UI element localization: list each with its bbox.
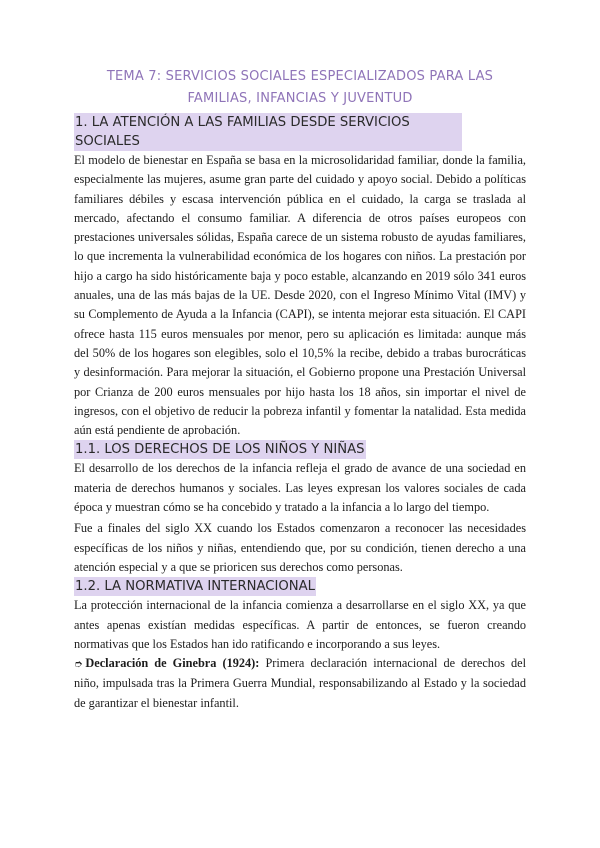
- section-1-paragraph: El modelo de bienestar en España se basa en la microsolidaridad familiar, donde la familia, especialmente las mujeres, asume gran parte del cuidado y apoyo social. Debido a políticas familiares débiles y escasa intervención pública en el cuidado, la carga se traslada al mercado, afectando el consumo familiar. A diferencia de otros países europeos con prestaciones universales sólidas, España carece de un sistema robusto de ayudas familiares, lo que incrementa la vulnerabilidad económica de los hogares con niños. La prestación por hijo a cargo ha sido históricamente baja y poco estable, alcanzando en 2019 sólo 341 euros anuales, una de las más bajas de la UE. Desde 2020, con el Ingreso Mínimo Vital (IMV) y su Complemento de Ayuda a la Infancia (CAPI), se intenta mejorar esta situación. El CAPI ofrece hasta 115 euros mensuales por menor, pero su aplicación es limitada: aunque más del 50% de los hogares son elegibles, solo el 10,5% la recibe, debido a trabas burocráticas y desinformación. Para mejorar la situación, el Gobierno propone una Prestación Universal por Crianza de 200 euros mensuales por hijo hasta los 18 años, sin importar el nivel de ingresos, con el objetivo de reducir la pobreza infantil y fomentar la natalidad. Esta medida aún está pendiente de aprobación.: [74, 153, 526, 438]
- bullet-bold-label: Declaración de Ginebra (1924):: [85, 656, 260, 671]
- section-heading-1-1: 1.1. LOS DERECHOS DE LOS NIÑOS Y NIÑAS: [75, 442, 365, 458]
- arrow-bullet-icon: ➮: [74, 659, 83, 671]
- document-page: [74, 66, 526, 713]
- bullet-text: Primera declaración internacional de derechos del niño, impulsada tras la Primera Guerra Mundial, responsabilizando al Estado y la sociedad de garantizar el bienestar infantil.: [74, 656, 526, 710]
- section-1-1-paragraph-2: Fue a finales del siglo XX cuando los Estados comenzaron a reconocer las necesidades específicas de los niños y niñas, entendiendo que, por su condición, tienen derecho a una atención especial y a que se prioricen sus derechos como personas.: [74, 521, 526, 574]
- section-heading-1-2: 1.2. LA NORMATIVA INTERNACIONAL: [75, 579, 316, 595]
- section-heading-1: 1. LA ATENCIÓN A LAS FAMILIAS DESDE SERVICIOS SOCIALES: [74, 113, 462, 151]
- bullet-item-ginebra: [74, 654, 526, 713]
- document-title: TEMA 7: SERVICIOS SOCIALES ESPECIALIZADOS PARA LAS FAMILIAS, INFANCIAS Y JUVENTUD: [106, 69, 494, 106]
- section-1-1-paragraph-1: El desarrollo de los derechos de la infancia refleja el grado de avance de una sociedad en materia de derechos humanos y sociales. Las leyes expresan los valores sociales de cada época y muestran cómo se ha concebido y tratado a la infancia a lo largo del tiempo.: [74, 461, 526, 515]
- section-1-2-paragraph-1: La protección internacional de la infancia comienza a desarrollarse en el siglo XX, ya que antes apenas existían medidas específicas. A partir de entonces, se fueron creando normativas que los Estados han ido ratificando e incorporando a sus leyes.: [74, 598, 526, 651]
